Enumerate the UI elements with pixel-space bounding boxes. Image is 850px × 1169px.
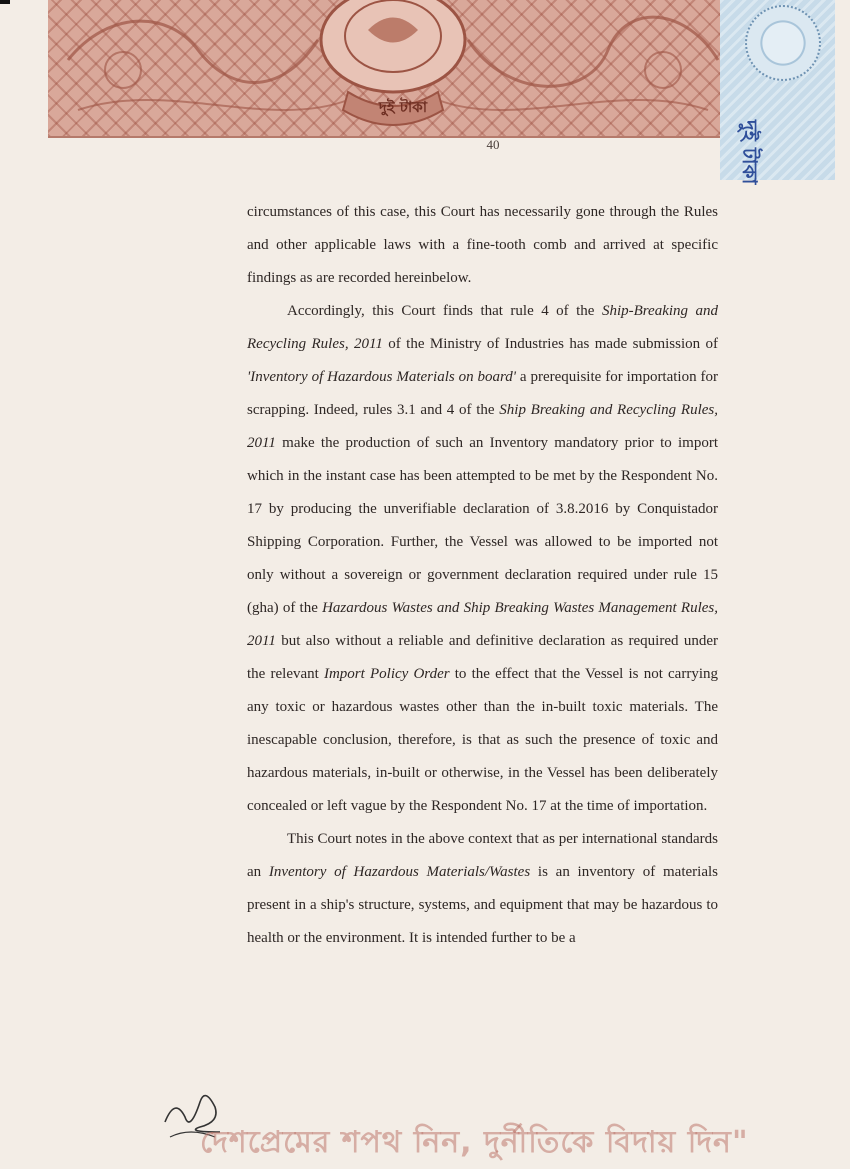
italic-citation: Ship-Breaking and Recycling Rules, 2011 [247, 303, 718, 352]
text-run: of the Ministry of Industries has made submission of [382, 336, 718, 352]
page-number: 40 [486, 137, 500, 152]
italic-citation: Import Policy Order [323, 666, 450, 682]
corner-mark [0, 0, 10, 4]
footer-banner: দেশপ্রেমের শপথ নিন, দুর্নীতিকে বিদায় দিন" [200, 1125, 749, 1160]
italic-citation: Hazardous Wastes and Ship Breaking Wastes Management Rules, 2011 [247, 600, 718, 649]
paragraph-findings [247, 295, 718, 823]
italic-citation: Inventory of Hazardous Materials/Wastes [268, 864, 531, 880]
paragraph-continuation [247, 196, 718, 295]
paragraph-text: circumstances of this case, this Court has necessarily gone through the Rules and other applicable laws with a fine-tooth comb and arrived at specific findings as are recorded hereinbelow. [247, 204, 718, 286]
text-run: a prerequisite for importation for scrapping. Indeed, rules 3.1 and 4 of the [247, 369, 718, 418]
text-run: but also without a reliable and definitive declaration as required under the relevant [247, 633, 718, 682]
text-run: is an inventory of materials present in a ship's structure, systems, and equipment that may be hazardous to health or the environment. It is intended further to be a [247, 864, 718, 946]
text-run: This Court notes in the above context that as per international standards an [247, 831, 718, 880]
stamp-paper-header [48, 0, 738, 138]
paragraph-inventory [247, 823, 718, 955]
text-run: to the effect that the Vessel is not carrying any toxic or hazardous wastes other than the in-built toxic materials. The inescapable conclusion, therefore, is that as such the presence of toxic and hazardous materials, in-built or otherwise, in the Vessel has been deliberately concealed or left vague by the Respondent No. 17 at the time of importation. [247, 666, 719, 814]
italic-citation: Ship Breaking and Recycling Rules, 2011 [247, 402, 718, 451]
text-run: Accordingly, this Court finds that rule 4 of the [287, 303, 602, 319]
italic-citation: 'Inventory of Hazardous Materials on board' [247, 369, 517, 385]
stamp-value-label: দুই টাকা [378, 98, 428, 116]
judgment-body [247, 196, 718, 955]
revenue-stamp-value: দুই টাকা [738, 120, 762, 185]
revenue-stamp [720, 0, 835, 185]
text-run: make the production of such an Inventory mandatory prior to import which in the instant case has been attempted to be met by the Respondent No. 17 by producing the unverifiable declaration of 3.8.2016 by Conquistador Shipping Corporation. Further, the Vessel was allowed to be imported not only without a sovereign or government declaration required under rule 15 (gha) of the [247, 435, 718, 616]
stamp-seal-icon [745, 5, 821, 81]
